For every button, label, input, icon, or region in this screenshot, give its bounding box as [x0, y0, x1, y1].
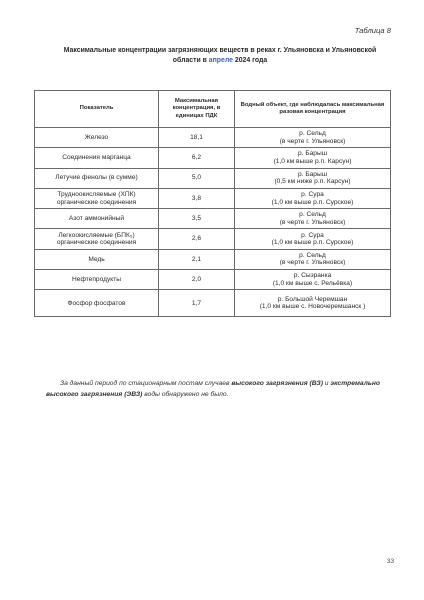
- cell-value: 1,7: [159, 290, 235, 317]
- cell-indicator: Нефтепродукты: [35, 270, 159, 290]
- header-indicator: Показатель: [35, 91, 159, 128]
- page-number: 33: [386, 558, 394, 565]
- note-bold-evz: экстремально высокого загрязнения (ЭВЗ): [46, 380, 380, 398]
- cell-indicator: Железо: [35, 128, 159, 148]
- table-row: [35, 290, 391, 317]
- cell-value: 3,8: [159, 188, 235, 208]
- note-text: и: [322, 380, 331, 387]
- cell-location: р. Барыш (1,0 км выше р.п. Карсун): [235, 148, 391, 168]
- cell-location: р. Сельд (в черте г. Ульяновск): [235, 209, 391, 229]
- cell-location: р. Сельд (в черте г. Ульяновск): [235, 128, 391, 148]
- title-part1: Максимальные концентрации загрязняющих веществ в реках г. Ульяновска и Ульяновской области в: [63, 47, 377, 64]
- table-row: [35, 168, 391, 188]
- table-header-row: [35, 91, 391, 128]
- cell-value: 18,1: [159, 128, 235, 148]
- table-row: [35, 128, 391, 148]
- cell-location: р. Сельд (в черте г. Ульяновск): [235, 249, 391, 269]
- cell-location: р. Барыш (0,5 км ниже р.п. Карсун): [235, 168, 391, 188]
- cell-indicator: Трудноокисляемые (ХПК) органические соединения: [35, 188, 159, 208]
- header-max-concentration: Максимальная концентрация, в единицах ПДК: [159, 91, 235, 128]
- title-highlight: апреле: [208, 56, 233, 64]
- cell-location: р. Сызранка (1,0 км выше с. Рельёвка): [235, 270, 391, 290]
- cell-value: 2,0: [159, 270, 235, 290]
- header-water-object: Водный объект, где наблюдалась максимальная разовая концентрация: [235, 91, 391, 128]
- table-row: [35, 209, 391, 229]
- cell-location: р. Сура (1,0 км выше р.п. Сурское): [235, 188, 391, 208]
- cell-value: 6,2: [159, 148, 235, 168]
- cell-indicator: Азот аммонийный: [35, 209, 159, 229]
- table-row: [35, 229, 391, 249]
- cell-value: 2,1: [159, 249, 235, 269]
- conclusion-note: [46, 378, 392, 400]
- cell-indicator: Фосфор фосфатов: [35, 290, 159, 317]
- cell-location: р. Большой Черемшан (1,0 км выше с. Новочеремшанск ): [235, 290, 391, 317]
- cell-indicator: Соединения марганца: [35, 148, 159, 168]
- table-row: [35, 249, 391, 269]
- table-row: [35, 148, 391, 168]
- note-text: воды обнаружено не было.: [142, 391, 229, 398]
- cell-location: р. Сура (1,0 км выше р.п. Сурское): [235, 229, 391, 249]
- table-row: [35, 188, 391, 208]
- title-part2: 2024 года: [232, 56, 268, 64]
- note-text: За данный период по стационарным постам случаев: [60, 380, 232, 387]
- cell-indicator: Медь: [35, 249, 159, 269]
- note-bold-vz: высокого загрязнения (ВЗ): [231, 380, 323, 387]
- table-label: Таблица 8: [354, 26, 391, 35]
- cell-value: 5,0: [159, 168, 235, 188]
- cell-value: 2,6: [159, 229, 235, 249]
- cell-indicator: Легкоокисляемые (БПК₅) органические соединения: [35, 229, 159, 249]
- concentration-table: [34, 90, 391, 317]
- table-title: [60, 46, 380, 65]
- table-row: [35, 270, 391, 290]
- cell-indicator: Летучие фенолы (в сумме): [35, 168, 159, 188]
- cell-value: 3,5: [159, 209, 235, 229]
